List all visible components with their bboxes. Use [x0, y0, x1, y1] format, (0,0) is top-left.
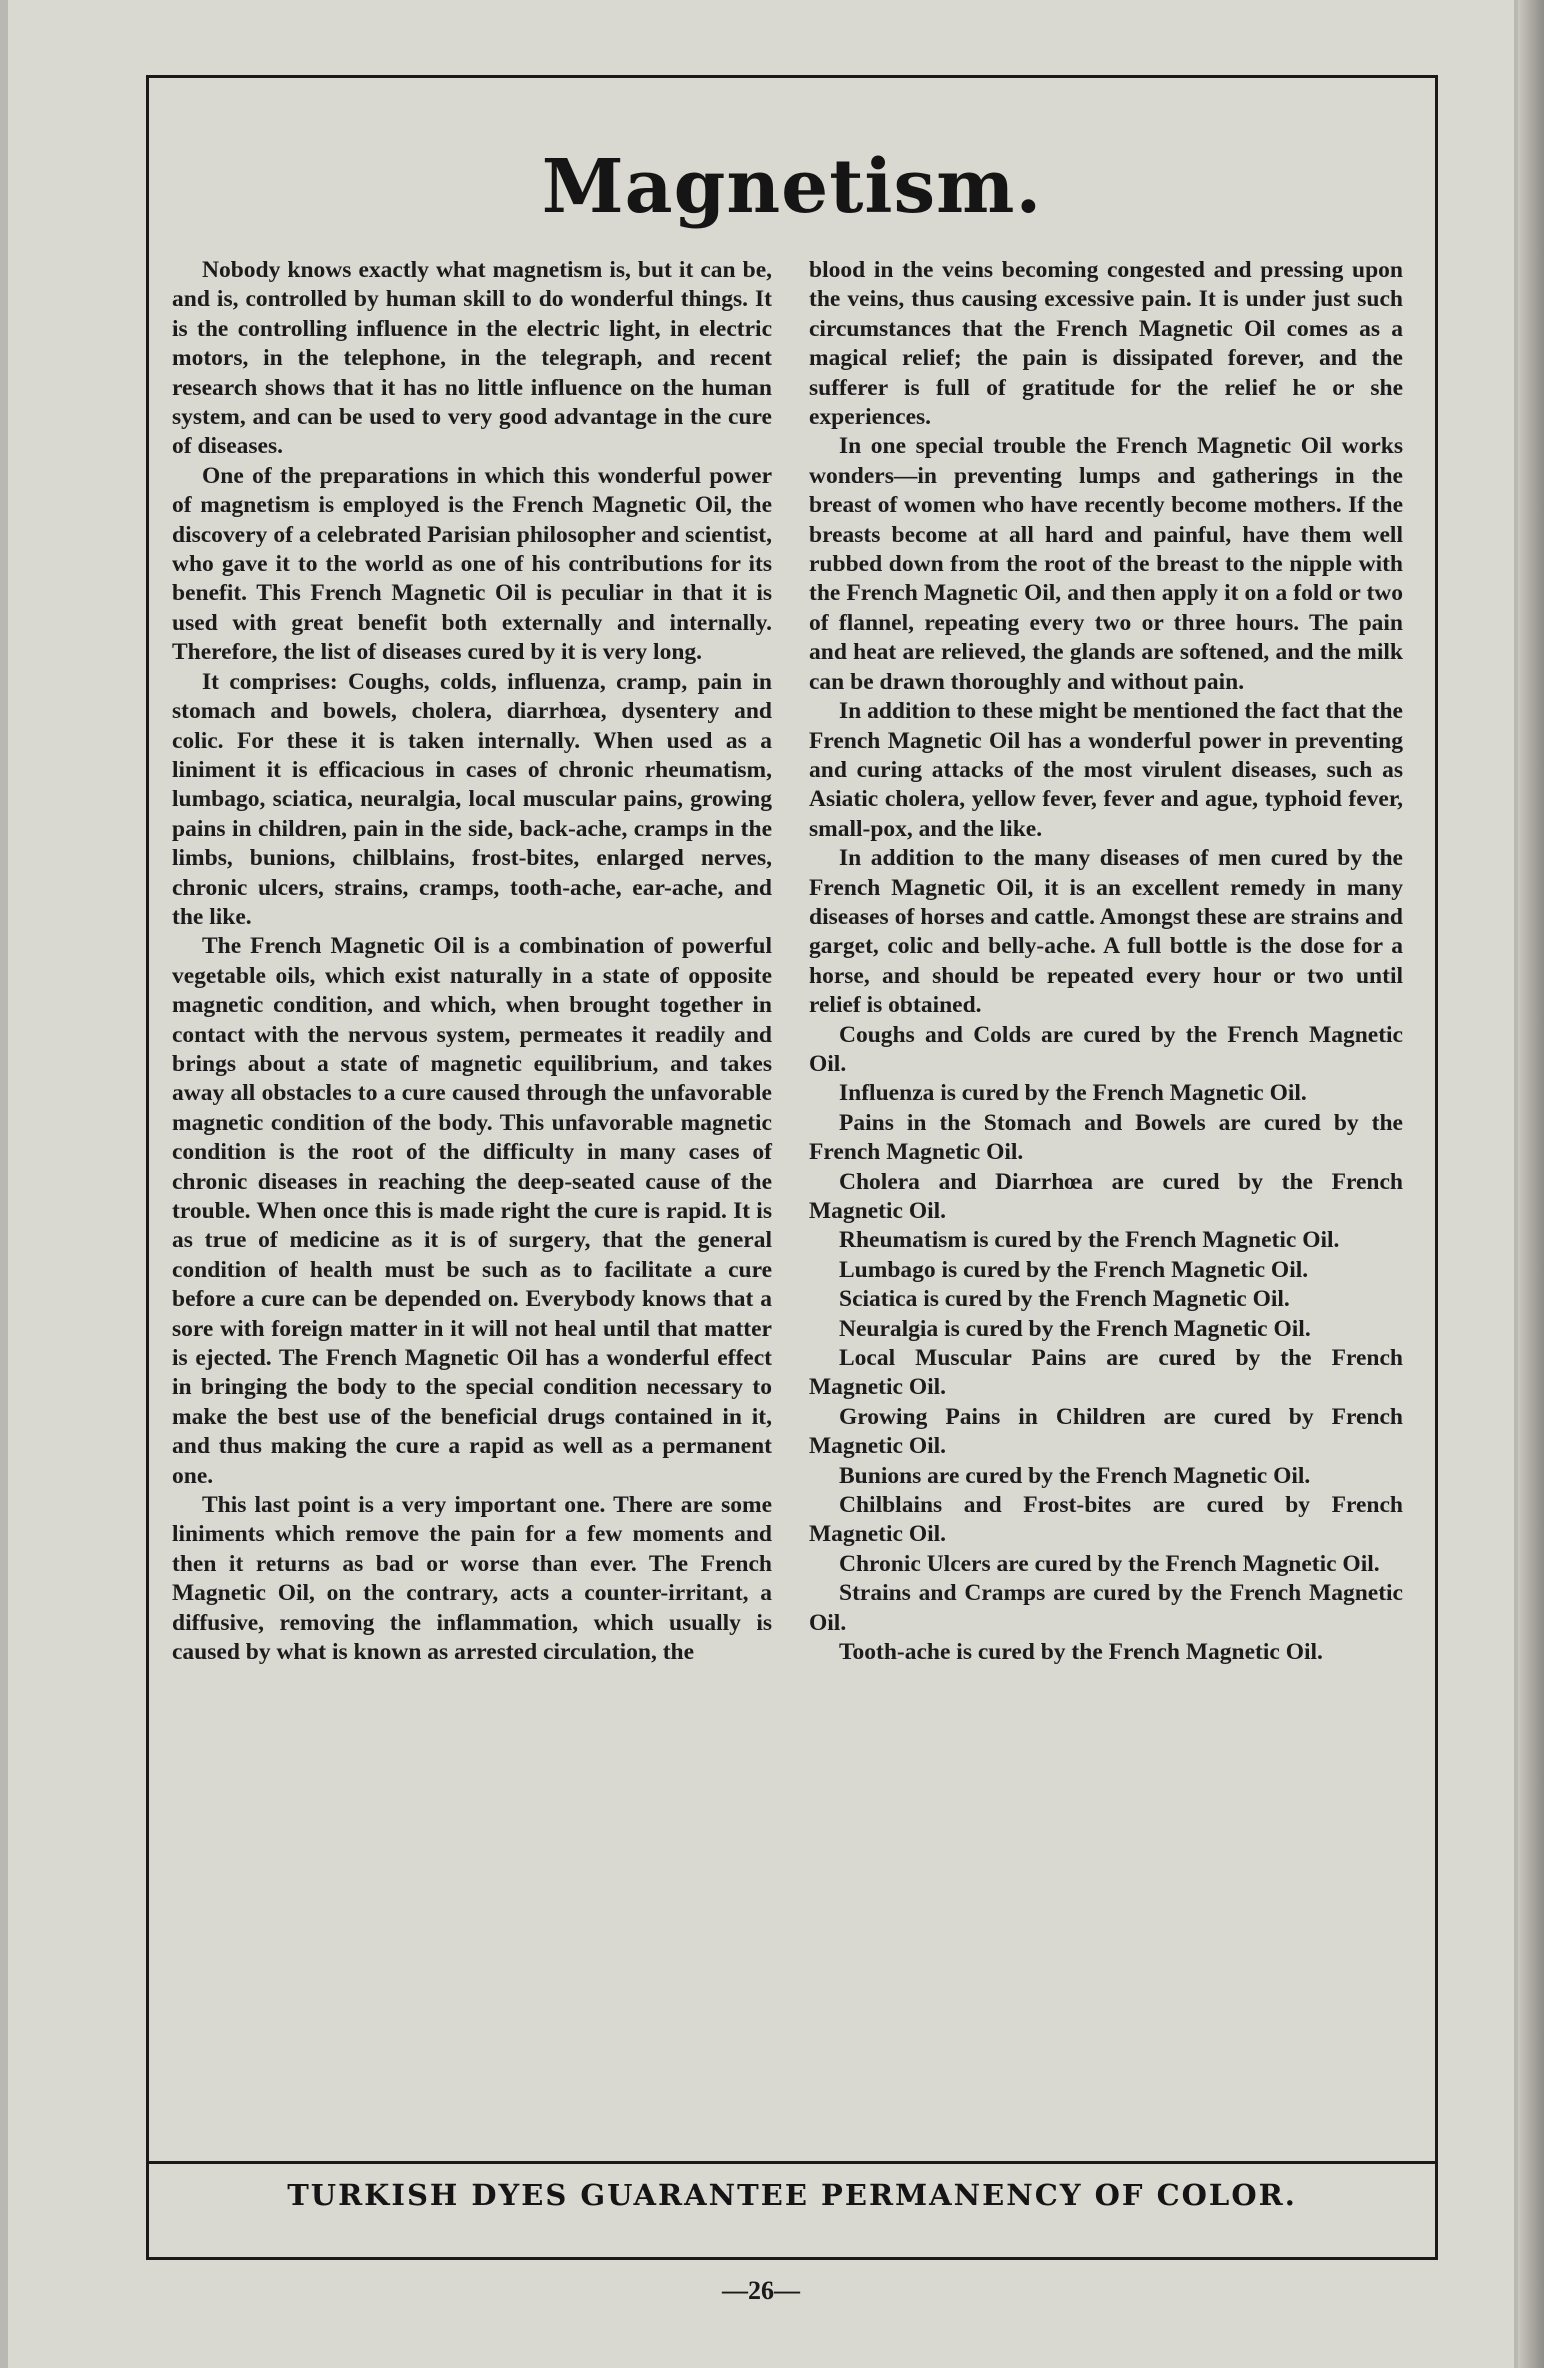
right-column — [809, 256, 1403, 1668]
cure-list-item: Sciatica is cured by the French Magnetic Oil. — [839, 1286, 1290, 1313]
page-number: —26— — [722, 2276, 800, 2305]
page-sheet — [8, 0, 1514, 2368]
paragraph: One of the preparations in which this wonderful power of magnetism is employed is the French Magnetic Oil, the discovery of a celebrated Parisian philosopher and scientist, who gave it to the world as one of his contributions for its benefit. This French Magnetic Oil is peculiar in that it is used with great benefit both externally and internally. Therefore, the list of diseases cured by it is very long. — [172, 462, 772, 666]
article-frame — [146, 75, 1438, 2260]
cure-list-item: Chronic Ulcers are cured by the French Magnetic Oil. — [839, 1550, 1380, 1577]
cure-list-item: Coughs and Colds are cured by the French Magnetic Oil. — [809, 1021, 1403, 1077]
cure-list-item: Strains and Cramps are cured by the French Magnetic Oil. — [809, 1580, 1403, 1636]
paragraph: In addition to the many diseases of men cured by the French Magnetic Oil, it is an excellent remedy in many diseases of horses and cattle. Amongst these are strains and garget, colic and belly-ache. A full bottle is the dose for a horse, and should be repeated every hour or two until relief is obtained. — [809, 845, 1403, 1019]
cure-list-item: Tooth-ache is cured by the French Magnetic Oil. — [839, 1639, 1323, 1666]
advertisement-banner: TURKISH DYES GUARANTEE PERMANENCY OF COLOR. — [287, 2178, 1297, 2212]
paragraph: In addition to these might be mentioned the fact that the French Magnetic Oil has a wonderful power in preventing and curing attacks of the most virulent diseases, such as Asiatic cholera, yellow fever, fever and ague, typhoid fever, small-pox, and the like. — [809, 698, 1403, 842]
cure-list-item: Cholera and Diarrhœa are cured by the French Magnetic Oil. — [809, 1168, 1403, 1224]
cure-list-item: Growing Pains in Children are cured by French Magnetic Oil. — [809, 1403, 1403, 1460]
paragraph: This last point is a very important one. There are some liniments which remove the pain for a few moments and then it returns as bad or worse than ever. The French Magnetic Oil, on the contrary, acts a counter-irritant, a diffusive, removing the inflammation, which usually is caused by what is known as arrested circulation, the — [172, 1492, 772, 1666]
book-spine-edge — [1518, 0, 1544, 2368]
cure-list-item: Pains in the Stomach and Bowels are cured by the French Magnetic Oil. — [809, 1109, 1403, 1166]
cure-list-item: Rheumatism is cured by the French Magnetic Oil. — [839, 1227, 1340, 1254]
cure-list-item: Lumbago is cured by the French Magnetic Oil. — [839, 1256, 1309, 1283]
paragraph: blood in the veins becoming congested and pressing upon the veins, thus causing excessive pain. It is under just such circumstances that the French Magnetic Oil comes as a magical relief; the pain is dissipated forever, and the sufferer is full of gratitude for the relief he or she experiences. — [809, 257, 1403, 431]
cure-list-item: Influenza is cured by the French Magnetic Oil. — [839, 1080, 1307, 1107]
paragraph: It comprises: Coughs, colds, influenza, cramp, pain in stomach and bowels, cholera, diarrhœa, dysentery and colic. For these it is taken internally. When used as a liniment it is efficacious in cases of chronic rheumatism, lumbago, sciatica, neuralgia, local muscular pains, growing pains in children, pain in the side, back-ache, cramps in the limbs, bunions, chilblains, frost-bites, enlarged nerves, chronic ulcers, strains, cramps, tooth-ache, ear-ache, and the like. — [172, 668, 772, 930]
cure-list-item: Bunions are cured by the French Magnetic Oil. — [839, 1462, 1311, 1489]
cure-list-item: Local Muscular Pains are cured by the French Magnetic Oil. — [809, 1345, 1403, 1401]
paragraph: In one special trouble the French Magnetic Oil works wonders—in preventing lumps and gatherings in the breast of women who have recently become mothers. If the breasts become at all hard and painful, have them well rubbed down from the root of the breast to the nipple with the French Magnetic Oil, and then apply it on a fold or two of flannel, repeating every two or three hours. The pain and heat are relieved, the glands are softened, and the milk can be drawn thoroughly and without pain. — [809, 433, 1403, 695]
cure-list-item: Neuralgia is cured by the French Magnetic Oil. — [839, 1315, 1311, 1342]
paragraph: The French Magnetic Oil is a combination of powerful vegetable oils, which exist naturally in a state of opposite magnetic condition, and which, when brought together in contact with the nervous system, permeates it readily and brings about a state of magnetic equilibrium, and takes away all obstacles to a cure caused through the unfavorable magnetic condition of the body. This unfavorable magnetic condition is the root of the difficulty in many cases of chronic diseases in reaching the deep-seated cause of the trouble. When once this is made right the cure is rapid. It is as true of medicine as it is of surgery, that the general condition of health must be such as to facilitate a cure before a cure can be depended on. Everybody knows that a sore with foreign matter in it will not heal until that matter is ejected. The French Magnetic Oil has a wonderful effect in bringing the body to the special condition necessary to make the best use of the beneficial drugs contained in it, and thus making the cure a rapid as well as a permanent one. — [172, 933, 772, 1489]
left-column — [172, 256, 772, 1668]
paragraph: Nobody knows exactly what magnetism is, but it can be, and is, controlled by human skill to do wonderful things. It is the controlling influence in the electric light, in electric motors, in the telephone, in the telegraph, and recent research shows that it has no little influence on the human system, and can be used to very good advantage in the cure of diseases. — [172, 257, 772, 460]
article-title: Magnetism. — [541, 144, 1043, 230]
cure-list-item: Chilblains and Frost-bites are cured by French Magnetic Oil. — [809, 1492, 1403, 1548]
banner-divider — [149, 2161, 1435, 2164]
